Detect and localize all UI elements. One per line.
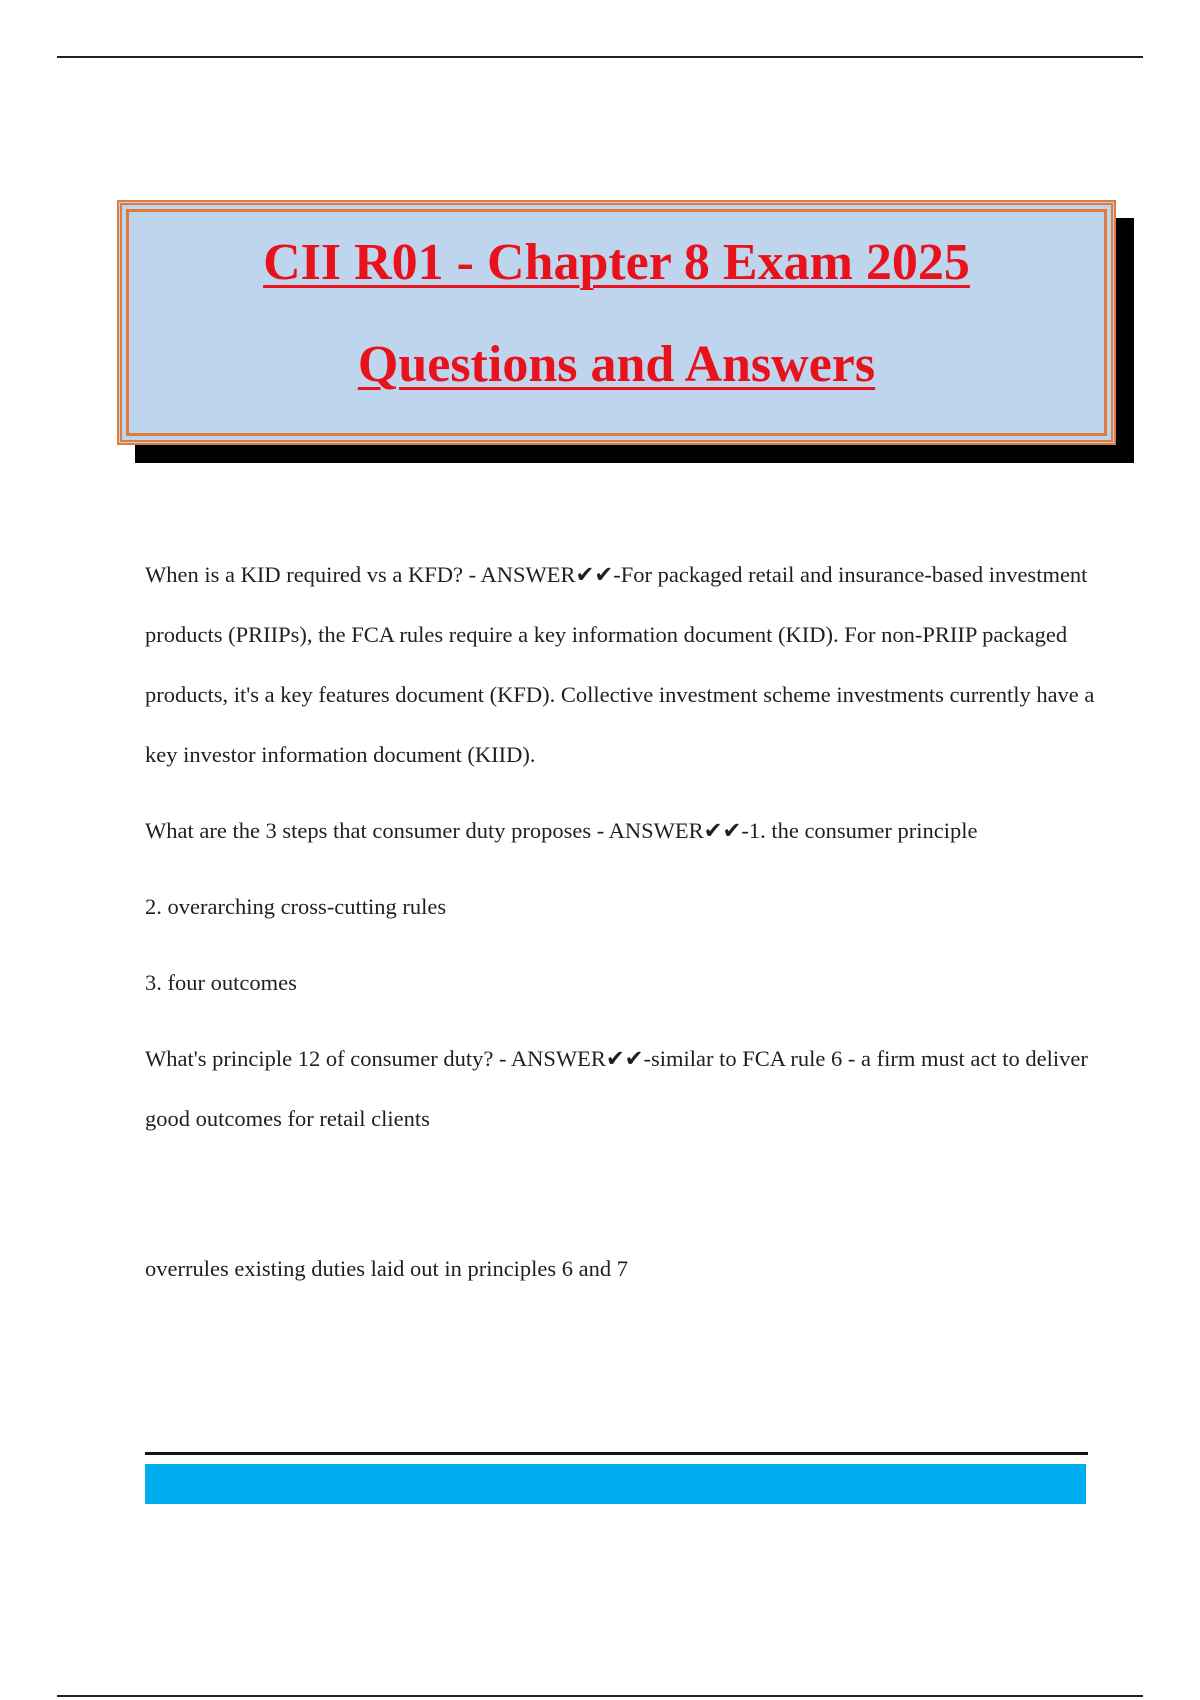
spacer — [145, 1149, 1100, 1239]
qa-item-3-text: What's principle 12 of consumer duty? - ANSWER✔✔-similar to FCA rule 6 - a firm must act to deliver good outcomes for retail clients — [145, 1046, 1088, 1131]
qa-item-1-text: When is a KID required vs a KFD? - ANSWER✔✔-For packaged retail and insurance-based investment products (PRIIPs), the FCA rules require a key information document (KID). For non-PRIIP packaged products, it's a key features document (KFD). Collective investment scheme investments currently have a key investor information document (KIID). — [145, 562, 1095, 767]
page-bottom-rule — [57, 1695, 1143, 1697]
title-box-inner — [136, 219, 1097, 426]
footer-color-bar — [145, 1464, 1086, 1504]
qa-content — [145, 545, 1100, 1299]
qa-item-2-followup-1: 2. overarching cross-cutting rules — [145, 894, 447, 919]
qa-item-3-followup-1: overrules existing duties laid out in principles 6 and 7 — [145, 1256, 629, 1281]
header-rule — [57, 56, 1143, 58]
qa-item-2-text: What are the 3 steps that consumer duty proposes - ANSWER✔✔-1. the consumer principle — [145, 818, 978, 843]
footer-rule — [145, 1452, 1088, 1455]
title-box — [117, 200, 1116, 445]
document-title-line-1: CII R01 - Chapter 8 Exam 2025 — [263, 234, 970, 291]
qa-item-2-followup-2: 3. four outcomes — [145, 970, 297, 995]
document-title-line-2: Questions and Answers — [357, 336, 876, 393]
